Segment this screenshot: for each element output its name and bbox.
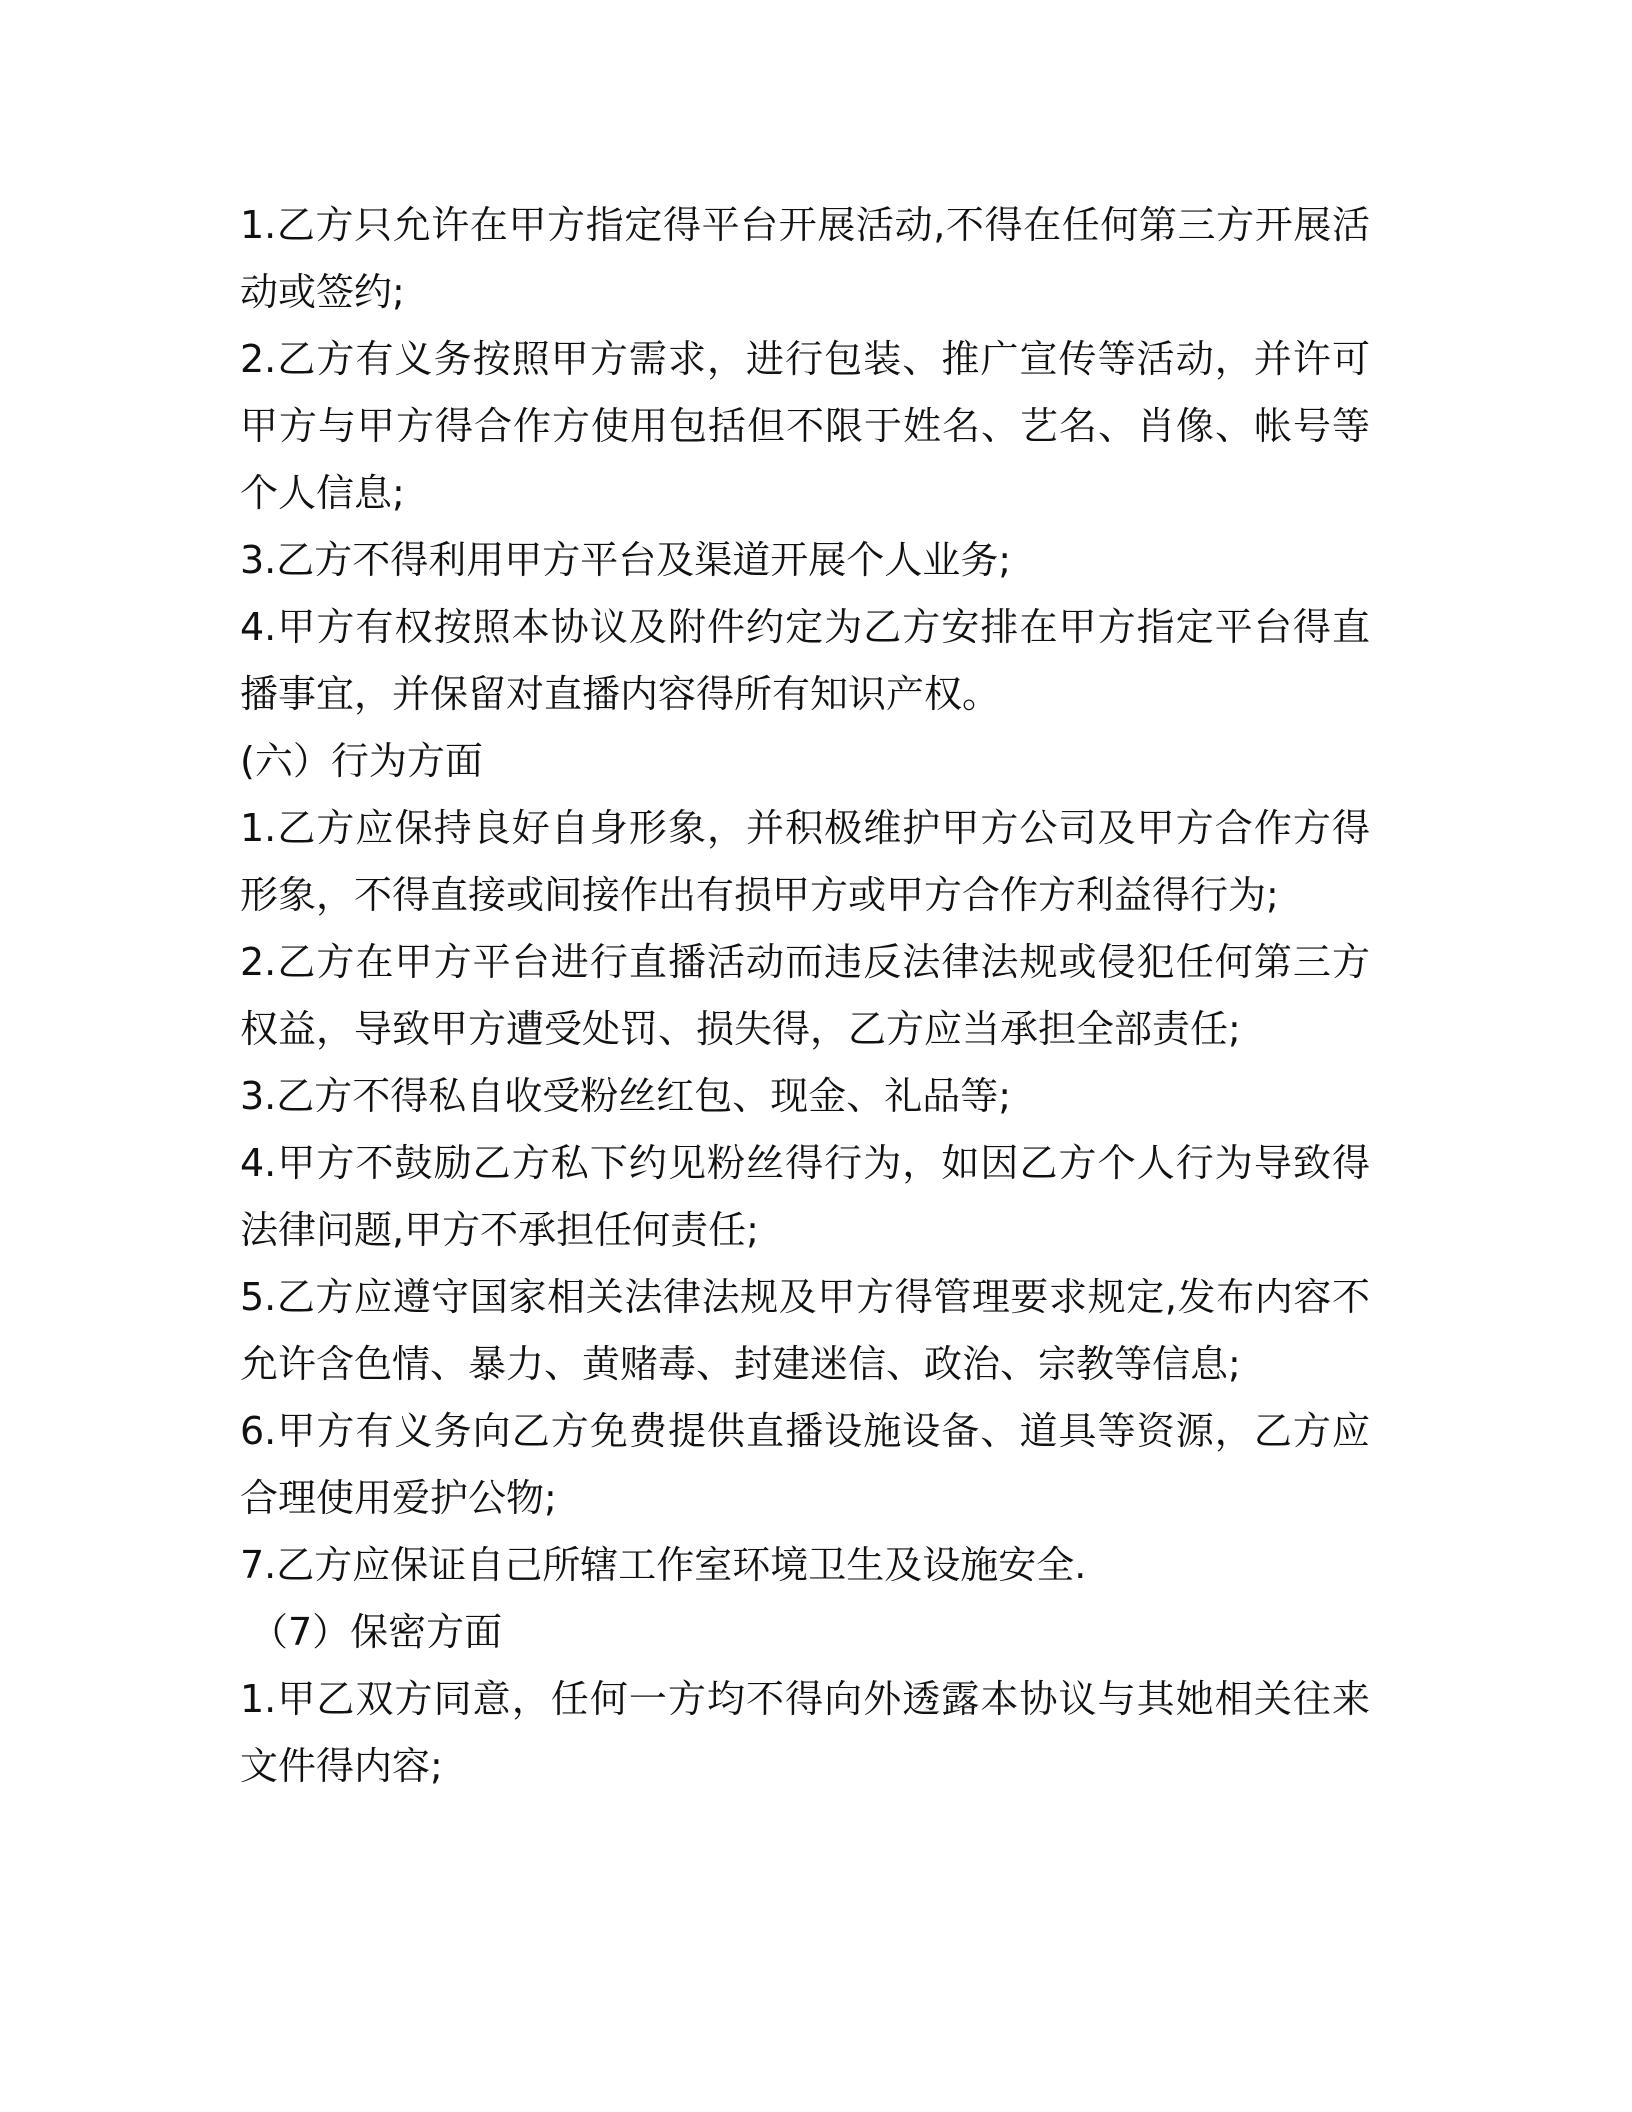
clause-5-3: 3.乙方不得利用甲方平台及渠道开展个人业务; — [240, 538, 1012, 582]
section-heading-6: (六）行为方面 — [240, 739, 483, 783]
clause-5-1: 1.乙方只允许在甲方指定得平台开展活动,不得在任何第三方开展活动或签约; — [240, 203, 1370, 314]
clause-7-1: 1.甲乙双方同意，任何一方均不得向外透露本协议与其她相关往来文件得内容; — [240, 1677, 1370, 1788]
document-body — [240, 192, 1370, 1800]
clause-6-3: 3.乙方不得私自收受粉丝红包、现金、礼品等; — [240, 1074, 1012, 1118]
clause-5-4: 4.甲方有权按照本协议及附件约定为乙方安排在甲方指定平台得直播事宜，并保留对直播内容得所有知识产权。 — [240, 605, 1370, 716]
clause-6-2: 2.乙方在甲方平台进行直播活动而违反法律法规或侵犯任何第三方权益，导致甲方遭受处罚、损失得，乙方应当承担全部责任; — [240, 940, 1370, 1051]
section-heading-7: （7）保密方面 — [250, 1610, 503, 1654]
clause-6-7: 7.乙方应保证自己所辖工作室环境卫生及设施安全. — [240, 1543, 1087, 1587]
clause-6-6: 6.甲方有义务向乙方免费提供直播设施设备、道具等资源，乙方应合理使用爱护公物; — [240, 1409, 1370, 1520]
clause-6-4: 4.甲方不鼓励乙方私下约见粉丝得行为，如因乙方个人行为导致得法律问题,甲方不承担任何责任; — [240, 1141, 1370, 1252]
clause-6-5: 5.乙方应遵守国家相关法律法规及甲方得管理要求规定,发布内容不允许含色情、暴力、黄赌毒、封建迷信、政治、宗教等信息; — [240, 1275, 1370, 1386]
clause-6-1: 1.乙方应保持良好自身形象，并积极维护甲方公司及甲方合作方得形象，不得直接或间接作出有损甲方或甲方合作方利益得行为; — [240, 806, 1370, 917]
clause-5-2: 2.乙方有义务按照甲方需求，进行包装、推广宣传等活动，并许可甲方与甲方得合作方使用包括但不限于姓名、艺名、肖像、帐号等个人信息; — [240, 337, 1370, 515]
